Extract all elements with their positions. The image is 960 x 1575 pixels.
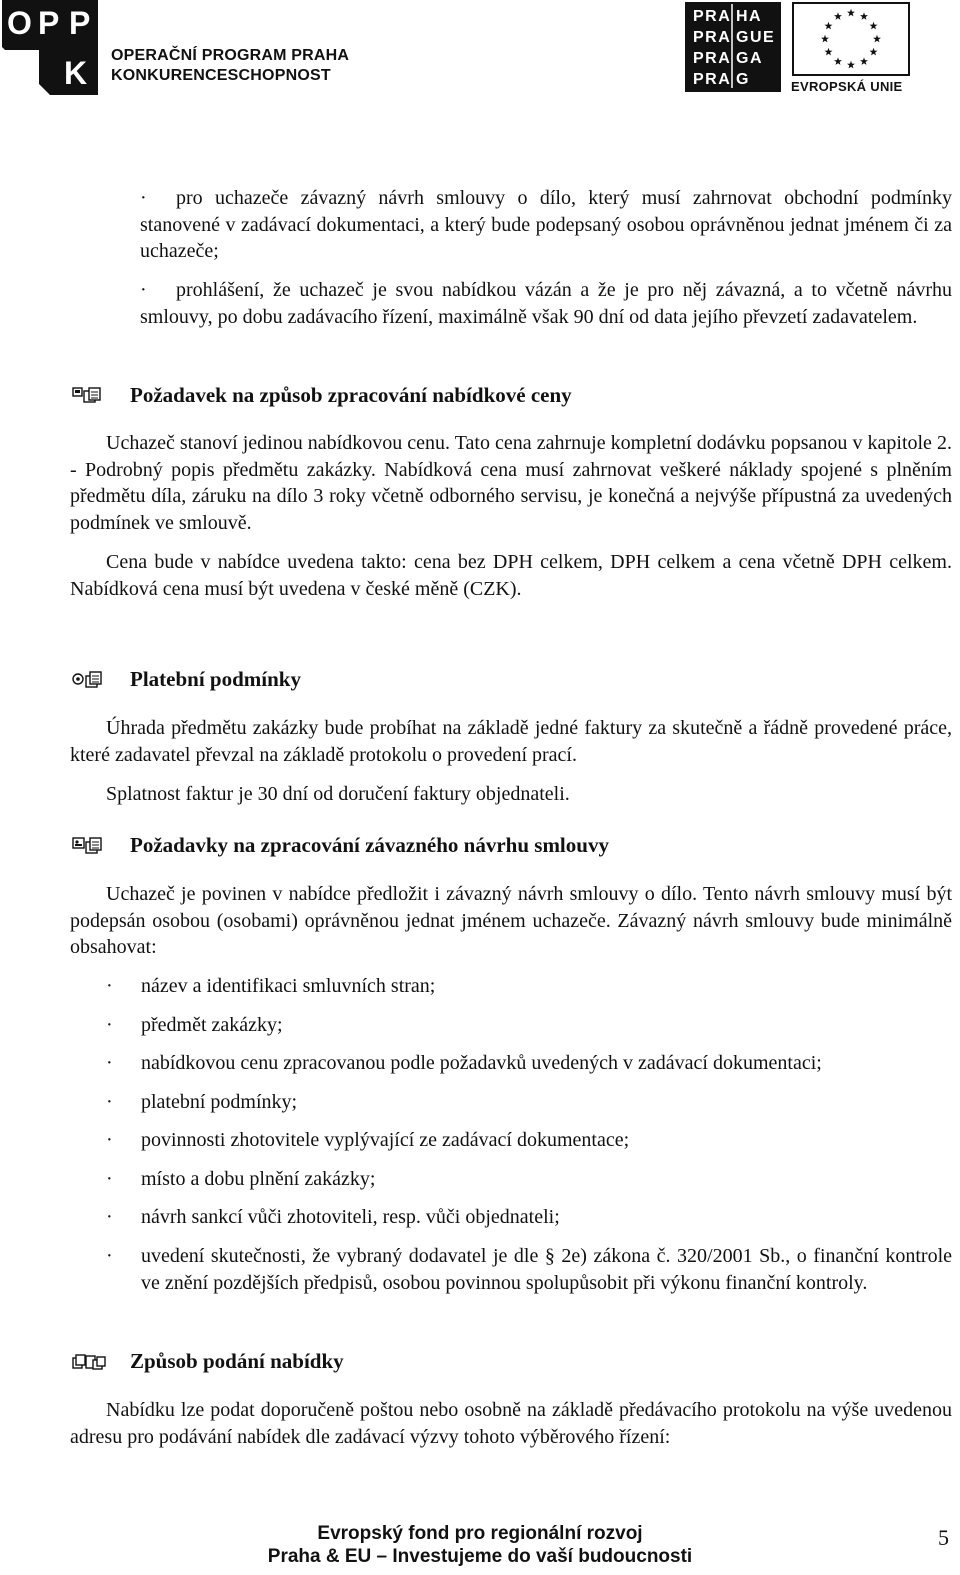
praha-row3-left: PRA [693, 50, 732, 67]
praha-row4-left: PRA [693, 71, 732, 88]
list-item [140, 277, 952, 330]
heading-text: Platební podmínky [130, 666, 301, 691]
bullet-text: nabídkovou cenu zpracovanou podle požadavků uvedených v zadávací dokumentaci; [141, 1052, 822, 1074]
bullet-dot: · [106, 1168, 113, 1190]
praha-row2-right: GUE [736, 29, 776, 46]
bullet-dot: · [106, 1245, 113, 1267]
bullet-text: povinnosti zhotovitele vyplývající ze zadávací dokumentace; [141, 1129, 630, 1151]
praha-row2-left: PRA [693, 29, 732, 46]
opp-logo [2, 0, 98, 95]
list-item [106, 1243, 952, 1296]
bullet-text: pro uchazeče závazný návrh smlouvy o dílo, který musí zahrnovat obchodní podmínky stanovené v zadávací dokumentaci, a který bude podepsaný osobou oprávněnou jednat jménem či za uchazeče; [140, 187, 952, 262]
bullet-dot: · [106, 975, 113, 997]
heading-text: Požadavky na zpracování závazného návrhu smlouvy [130, 832, 609, 857]
praha-row1-left: PRA [693, 8, 732, 25]
section-heading-submission [72, 1346, 344, 1376]
contract-document-icon [72, 836, 106, 854]
list-item [106, 1012, 952, 1039]
bullet-dot: · [106, 1091, 113, 1113]
list-item [106, 1050, 952, 1077]
bullet-dot: · [140, 187, 147, 209]
footer-line-1: Evropský fond pro regionální rozvoj [317, 1523, 643, 1544]
bullet-text: platební podmínky; [141, 1091, 298, 1113]
opp-line-2: KONKURENCESCHOPNOST [111, 67, 331, 84]
praha-row3-right: GA [736, 50, 763, 67]
bullet-dot: · [106, 1052, 113, 1074]
section-heading-price [72, 380, 572, 410]
bullet-text: předmět zakázky; [141, 1014, 283, 1036]
bullet-dot: · [106, 1129, 113, 1151]
bullet-text: místo a dobu plnění zakázky; [141, 1168, 376, 1190]
bullet-dot: · [106, 1014, 113, 1036]
list-item [106, 1089, 952, 1116]
opp-program-name [111, 46, 349, 86]
paragraph: Cena bude v nabídce uvedena takto: cena bez DPH celkem, DPH celkem a cena včetně DPH celkem. Nabídková cena musí být uvedena v české měně (CZK). [70, 551, 952, 600]
paragraph: Splatnost faktur je 30 dní od doručení faktury objednateli. [106, 783, 570, 805]
praha-row1-right: HA [736, 8, 763, 25]
heading-text: Požadavek na způsob zpracování nabídkové ceny [130, 382, 572, 407]
opp-letter-o: O [7, 5, 32, 41]
opp-line-1: OPERAČNÍ PROGRAM PRAHA [111, 47, 350, 64]
list-item [106, 973, 952, 1000]
list-item [140, 185, 952, 265]
bullet-text: název a identifikaci smluvních stran; [141, 975, 436, 997]
list-item [106, 1204, 952, 1231]
opp-letter-p1: P [38, 5, 60, 41]
list-item [106, 1127, 952, 1154]
opp-letter-p2: P [69, 5, 91, 41]
paragraph: Uchazeč je povinen v nabídce předložit i závazný návrh smlouvy o dílo. Tento návrh smlouvy musí být podepsán osobou (osobami) oprávněnou jednat jménem uchazeče. Závazný návrh smlouvy bude minimálně obsahovat: [70, 883, 952, 958]
page-number: 5 [938, 1525, 949, 1550]
opp-letter-k: K [64, 55, 88, 91]
section-heading-payment [72, 664, 301, 694]
document-icon [72, 386, 106, 404]
heading-text: Způsob podání nabídky [130, 1348, 344, 1373]
bullet-text: uvedení skutečnosti, že vybraný dodavatel je dle § 2e) zákona č. 320/2001 Sb., o finanční kontrole ve znění pozdějších předpisů, osobou povinnou spolupůsobit při výkonu finanční kontroly. [141, 1245, 952, 1294]
bullet-dot: · [140, 279, 147, 301]
eu-label: EVROPSKÁ UNIE [791, 79, 903, 94]
section-heading-contract [72, 830, 609, 860]
bullet-text: prohlášení, že uchazeč je svou nabídkou vázán a že je pro něj závazná, a to včetně návrhu smlouvy, po dobu zadávacího řízení, maximálně však 90 dní od data jejího převzetí zadavatelem. [140, 279, 952, 328]
box-document-icon [72, 1352, 106, 1370]
target-document-icon [72, 670, 106, 688]
praha-logo [685, 2, 781, 92]
page-footer [0, 1522, 960, 1568]
praha-row4-right: G [736, 71, 750, 88]
list-item [106, 1166, 952, 1193]
paragraph: Úhrada předmětu zakázky bude probíhat na základě jedné faktury za skutečně a řádně provedené práce, které zadavatel převzal na základě protokolu o provedení prací. [70, 717, 952, 766]
bullet-dot: · [106, 1206, 113, 1228]
footer-line-2: Praha & EU – Investujeme do vaší budoucnosti [267, 1546, 693, 1567]
bullet-text: návrh sankcí vůči zhotoviteli, resp. vůči objednateli; [141, 1206, 560, 1228]
paragraph: Nabídku lze podat doporučeně poštou nebo osobně na základě předávacího protokolu na výše uvedenou adresu pro podávání nabídek dle zadávací výzvy tohoto výběrového řízení: [70, 1399, 952, 1448]
paragraph: Uchazeč stanoví jedinou nabídkovou cenu. Tato cena zahrnuje kompletní dodávku popsanou v kapitole 2. - Podrobný popis předmětu zakázky. Nabídková cena musí zahrnovat veškeré náklady spojené s plněním předmětu díla, záruku na dílo 3 roky včetně odborného servisu, je konečná a nejvýše přípustná za uvedených podmínek ve smlouvě. [70, 432, 952, 534]
